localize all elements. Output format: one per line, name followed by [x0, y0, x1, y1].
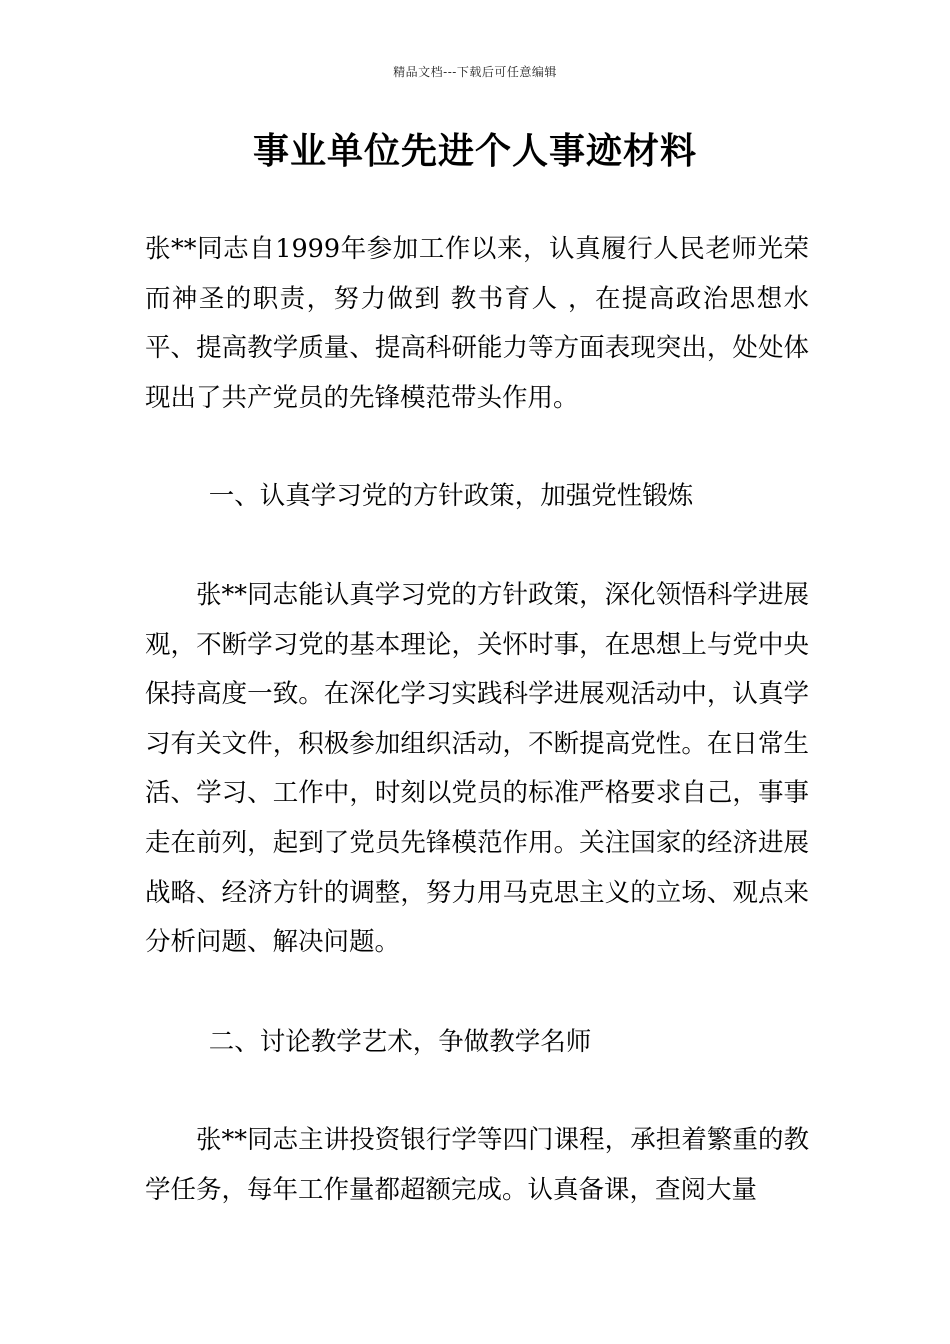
section-heading-2: 二、讨论教学艺术，争做教学名师	[208, 1026, 592, 1057]
intro-paragraph: 张**同志自1999年参加工作以来，认真履行人民老师光荣而神圣的职责，努力做到 教书育人 ，在提高政治思想水平、提高教学质量、提高科研能力等方面表现突出，处处体现出了共产党员的先锋模范带头作用。	[145, 234, 809, 413]
section-2-paragraph: 张**同志主讲投资银行学等四门课程，承担着繁重的教学任务，每年工作量都超额完成。认真备课，查阅大量	[145, 1125, 809, 1205]
section-heading-1: 一、认真学习党的方针政策，加强党性锻炼	[208, 481, 694, 512]
document-body	[145, 225, 809, 1216]
document-title: 事业单位先进个人事迹材料	[252, 130, 697, 172]
section-1-paragraph: 张**同志能认真学习党的方针政策，深化领悟科学进展观，不断学习党的基本理论，关怀时事，在思想上与党中央保持高度一致。在深化学习实践科学进展观活动中，认真学习有关文件，积极参加组织活动，不断提高党性。在日常生活、学习、工作中，时刻以党员的标准严格要求自己，事事走在前列，起到了党员先锋模范作用。关注国家的经济进展战略、经济方针的调整，努力用马克思主义的立场、观点来分析问题、解决问题。	[145, 579, 809, 958]
header-note: 精品文档---下载后可任意编辑	[393, 65, 557, 79]
